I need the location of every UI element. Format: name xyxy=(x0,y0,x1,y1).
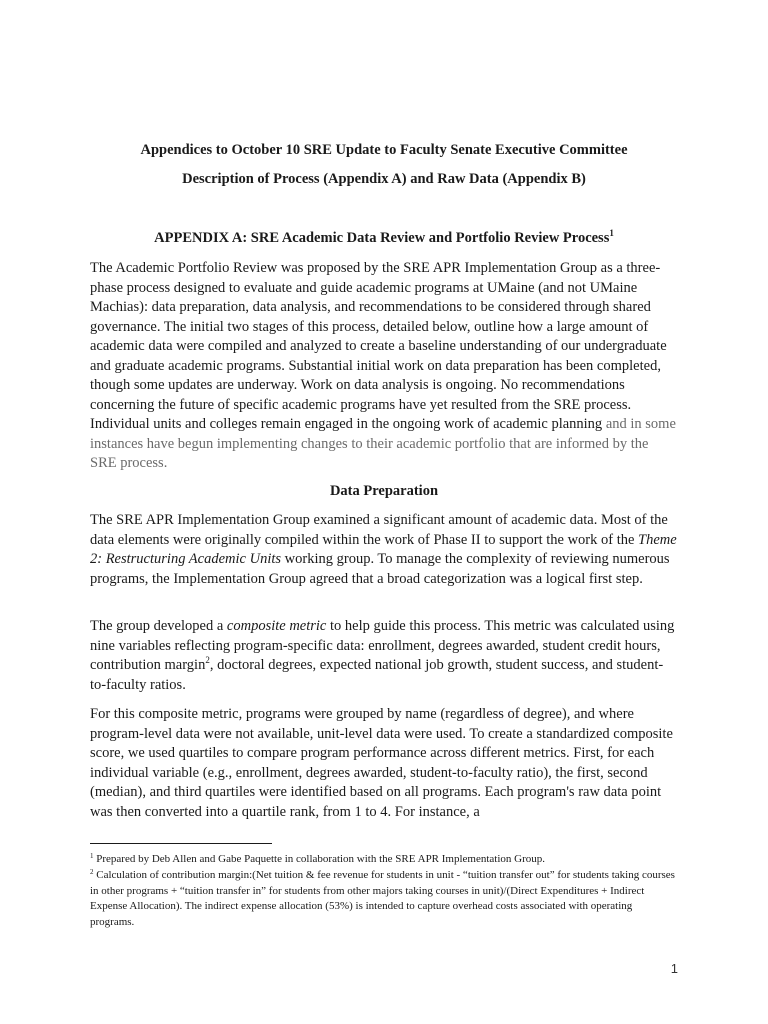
footnote-ref-1: 1 xyxy=(609,228,614,238)
paragraph-emphasis: composite metric xyxy=(226,618,327,634)
paragraph-text: working group. To manage the complexity of reviewing numerous programs, the Implementation Group agreed that a broad categorization was a logical first step. xyxy=(90,551,670,587)
footnote-1 xyxy=(90,852,678,868)
appendix-a-heading-text: APPENDIX A: SRE Academic Data Review and Portfolio Review Process xyxy=(154,230,610,246)
footnote-2-text: Calculation of contribution margin:(Net tuition & fee revenue for students in unit - “tuition transfer out” for students taking courses in other programs + “tuition transfer in” for students from other majors taking courses in unit)/(Direct Expenditures + Indirect Expense Allocation). The indirect expense allocation (53%) is intended to capture overhead costs associated with operating programs. xyxy=(90,869,675,928)
intro-paragraph xyxy=(90,259,678,474)
footnote-ref-2: 2 xyxy=(205,655,210,665)
intro-text: The Academic Portfolio Review was proposed by the SRE APR Implementation Group as a three-phase process designed to evaluate and guide academic programs at UMaine (and not UMaine Machias): data preparation, data analysis, and recommendations to be considered through shared governance. The initial two stages of this process, detailed below, outline how a large amount of academic data were compiled and analyzed to create a baseline understanding of our undergraduate and graduate academic programs. Substantial initial work on data preparation has been completed, though some updates are underway. Work on data analysis is ongoing. No recommendations concerning the future of specific academic programs have yet resulted from the SRE process. Individual units and colleges remain engaged in the ongoing work of academic planning xyxy=(90,260,667,432)
page-number: 1 xyxy=(670,961,678,976)
data-preparation-paragraph-1 xyxy=(90,511,678,589)
footnote-1-number: 1 xyxy=(90,852,94,860)
intro-text-faded: and in some instances have begun implementing changes to their academic portfolio that are informed by the SRE process. xyxy=(90,416,676,471)
paragraph-text: , doctoral degrees, expected national job growth, student success, and student-to-faculty ratios. xyxy=(90,657,664,693)
paragraph-emphasis: Theme 2: Restructuring Academic Units xyxy=(90,531,677,567)
data-preparation-paragraph-3: For this composite metric, programs were grouped by name (regardless of degree), and where program-level data were not available, unit-level data were used. To create a standardized composite score, we used quartiles to compare program performance across different metrics. First, for each individual variable (e.g., enrollment, degrees awarded, student-to-faculty ratio), the first, second (median), and third quartiles were identified based on all programs. Each program's raw data point was then converted into a quartile rank, from 1 to 4. For instance, a xyxy=(90,706,673,820)
paragraph-text: The group developed a xyxy=(90,618,227,634)
footnote-divider xyxy=(90,843,272,844)
document-title: Appendices to October 10 SRE Update to Faculty Senate Executive Committee xyxy=(140,142,628,158)
footnote-1-text: Prepared by Deb Allen and Gabe Paquette in collaboration with the SRE APR Implementation Group. xyxy=(93,853,546,865)
paragraph-text: The SRE APR Implementation Group examined a significant amount of academic data. Most of the data elements were originally compiled within the work of Phase II to support the work of the xyxy=(90,512,668,548)
data-preparation-paragraph-2 xyxy=(90,617,678,695)
paragraph-text: to help guide this process. This metric was calculated using nine variables reflecting program-specific data: enrollment, degrees awarded, student credit hours, contribution margin xyxy=(90,618,675,673)
footnote-2-number: 2 xyxy=(90,868,94,876)
appendix-a-heading xyxy=(90,229,678,247)
document-subtitle: Description of Process (Appendix A) and Raw Data (Appendix B) xyxy=(182,171,586,187)
footnote-2 xyxy=(90,868,678,930)
data-preparation-heading: Data Preparation xyxy=(329,483,439,499)
